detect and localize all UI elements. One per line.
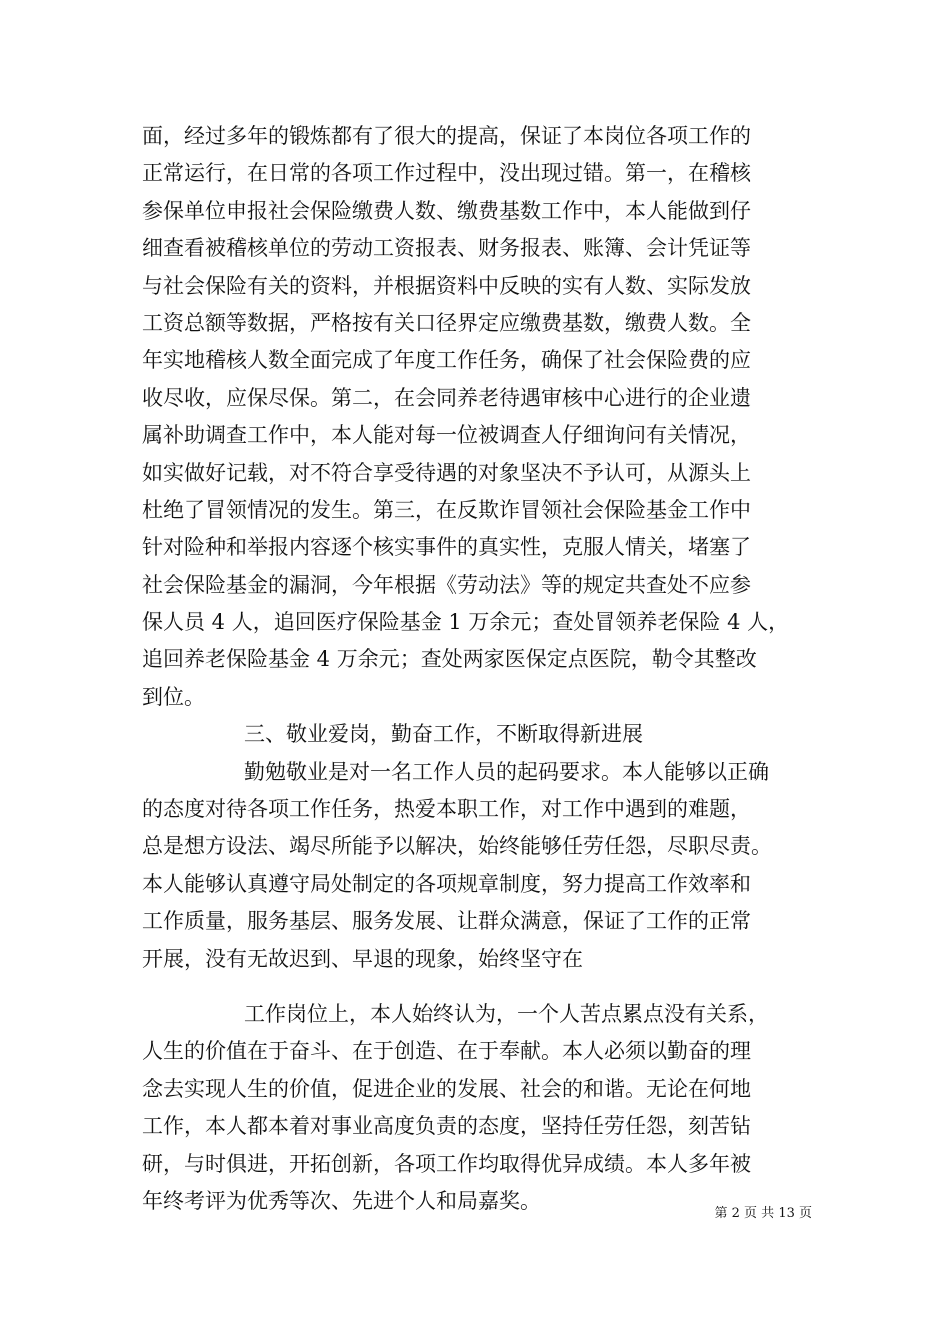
- text-line: 收尽收，应保尽保。第二，在会同养老待遇审核中心进行的企业遗: [142, 385, 751, 410]
- text-line: 的态度对待各项工作任务，热爱本职工作，对工作中遇到的难题，: [142, 797, 751, 822]
- text-line: 人生的价值在于奋斗、在于创造、在于奉献。本人必须以勤奋的理: [142, 1039, 751, 1064]
- text-line: 保人员 4 人，追回医疗保险基金 1 万余元；查处冒领养老保险 4 人，: [142, 610, 790, 635]
- text-line: 工作岗位上，本人始终认为，一个人苦点累点没有关系，: [244, 1001, 769, 1026]
- text-line: 与社会保险有关的资料，并根据资料中反映的实有人数、实际发放: [142, 273, 751, 298]
- text-line: 总是想方设法、竭尽所能予以解决，始终能够任劳任怨，尽职尽责。: [142, 834, 772, 859]
- text-line: 杜绝了冒领情况的发生。第三，在反欺诈冒领社会保险基金工作中: [142, 497, 751, 522]
- text-line: 社会保险基金的漏洞，今年根据《劳动法》等的规定共查处不应参: [142, 572, 751, 597]
- text-line: 开展，没有无故迟到、早退的现象，始终坚守在: [142, 946, 583, 971]
- text-line: 研，与时俱进，开拓创新，各项工作均取得优异成绩。本人多年被: [142, 1151, 751, 1176]
- text-line: 念去实现人生的价值，促进企业的发展、社会的和谐。无论在何地: [142, 1076, 751, 1101]
- page-number: 第 2 页 共 13 页: [714, 1206, 812, 1221]
- text-line: 勤勉敬业是对一名工作人员的起码要求。本人能够以正确: [244, 759, 769, 784]
- text-line: 正常运行，在日常的各项工作过程中，没出现过错。第一，在稽核: [142, 161, 751, 186]
- text-line: 工作，本人都本着对事业高度负责的态度，坚持任劳任怨，刻苦钻: [142, 1114, 751, 1139]
- text-line: 参保单位申报社会保险缴费人数、缴费基数工作中，本人能做到仔: [142, 198, 751, 223]
- text-line: 年终考评为优秀等次、先进个人和局嘉奖。: [142, 1188, 541, 1213]
- text-line: 针对险种和举报内容逐个核实事件的真实性，克服人情关，堵塞了: [142, 535, 751, 560]
- text-line: 细查看被稽核单位的劳动工资报表、财务报表、账簿、会计凭证等: [142, 236, 751, 261]
- text-line: 到位。: [142, 684, 205, 709]
- text-line: 工作质量，服务基层、服务发展、让群众满意，保证了工作的正常: [142, 909, 751, 934]
- text-line: 属补助调查工作中，本人能对每一位被调查人仔细询问有关情况，: [142, 423, 751, 448]
- text-line: 工资总额等数据，严格按有关口径界定应缴费基数，缴费人数。全: [142, 310, 751, 335]
- text-line: 本人能够认真遵守局处制定的各项规章制度，努力提高工作效率和: [142, 871, 751, 896]
- text-line: 年实地稽核人数全面完成了年度工作任务，确保了社会保险费的应: [142, 348, 751, 373]
- paragraph-gap: [142, 978, 812, 996]
- text-line: 追回养老保险基金 4 万余元；查处两家医保定点医院，勒令其整改: [142, 647, 757, 672]
- text-line: 面，经过多年的锻炼都有了很大的提高，保证了本岗位各项工作的: [142, 124, 751, 148]
- text-line: 如实做好记载，对不符合享受待遇的对象坚决不予认可，从源头上: [142, 460, 751, 485]
- section-heading: 三、敬业爱岗，勤奋工作，不断取得新进展: [244, 722, 643, 747]
- body-text: [142, 118, 812, 1220]
